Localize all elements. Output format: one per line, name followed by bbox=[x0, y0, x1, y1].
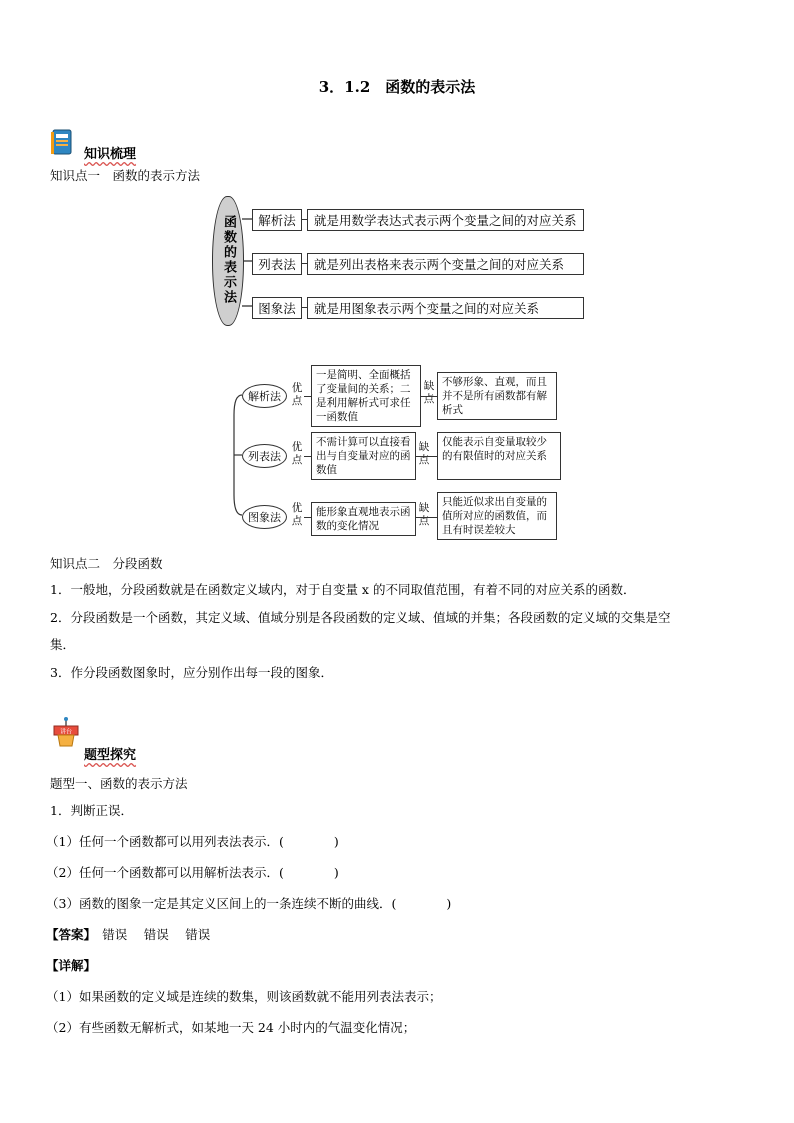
diagram2-pros-label-1: 优点 bbox=[291, 382, 303, 407]
detail-line-1: （1）如果函数的定义域是连续的数集，则该函数就不能用列表法表示； bbox=[46, 989, 442, 1004]
knowledge-point-1-title: 知识点一 函数的表示方法 bbox=[50, 168, 201, 183]
diagram2-label-table: 列表法 bbox=[242, 444, 287, 468]
diagram2-label-analytic: 解析法 bbox=[242, 384, 287, 408]
diagram1-desc-table: 就是列出表格来表示两个变量之间的对应关系 bbox=[307, 253, 584, 275]
diagram2-cons-analytic: 不够形象、直观，而且并不是所有函数都有解析式 bbox=[437, 372, 557, 420]
type1-title: 题型一、函数的表示方法 bbox=[50, 776, 188, 791]
k2-line-2: 2．分段函数是一个函数，其定义域、值域分别是各段函数的定义域、值域的并集；各段函数的定义域的交集是空 bbox=[50, 610, 671, 625]
question-1-item-3: （3）函数的图象一定是其定义区间上的一条连续不断的曲线．( ) bbox=[46, 896, 452, 911]
diagram2-label-graph: 图象法 bbox=[242, 505, 287, 529]
diagram1-label-analytic: 解析法 bbox=[252, 209, 302, 231]
diagram1-center-label: 函数的表示法 bbox=[221, 215, 236, 305]
question-1: 1．判断正误． bbox=[50, 803, 133, 818]
diagram2-pros-graph: 能形象直观地表示函数的变化情况 bbox=[311, 502, 416, 536]
knowledge-point-2-title: 知识点二 分段函数 bbox=[50, 556, 163, 571]
detail-label: 【详解】 bbox=[46, 958, 97, 973]
question-1-item-1: （1）任何一个函数都可以用列表法表示．( ) bbox=[46, 834, 339, 849]
diagram2-cons-graph: 只能近似求出自变量的值所对应的函数值，而且有时误差较大 bbox=[437, 492, 557, 540]
diagram1-label-table: 列表法 bbox=[252, 253, 302, 275]
podium-icon bbox=[50, 716, 82, 748]
podium-icon-text: 讲台 bbox=[59, 728, 73, 736]
diagram2-pros-analytic: 一是简明、全面概括了变量间的关系；二是利用解析式可求任一函数值 bbox=[311, 365, 421, 427]
diagram2-pros-label-3: 优点 bbox=[291, 502, 303, 527]
diagram2-cons-label-1: 缺点 bbox=[423, 380, 435, 405]
section-heading-knowledge: 知识梳理 bbox=[84, 147, 137, 162]
answer-row bbox=[46, 925, 210, 943]
page-title: 3．1.2 函数的表示法 bbox=[318, 78, 476, 96]
diagram2-cons-label-3: 缺点 bbox=[418, 502, 430, 527]
diagram2-cons-table: 仅能表示自变量取较少的有限值时的对应关系 bbox=[437, 432, 561, 480]
k2-line-4: 3．作分段函数图象时，应分别作出每一段的图象． bbox=[50, 665, 333, 680]
diagram2-pros-label-2: 优点 bbox=[291, 441, 303, 466]
k2-line-1: 1．一般地，分段函数就是在函数定义域内，对于自变量 x 的不同取值范围，有着不同的对应关系的函数． bbox=[50, 582, 636, 597]
answer-text: 错误 错误 错误 bbox=[89, 927, 211, 942]
diagram2-cons-label-2: 缺点 bbox=[418, 441, 430, 466]
diagram1-desc-analytic: 就是用数学表达式表示两个变量之间的对应关系 bbox=[307, 209, 584, 231]
diagram1-desc-graph: 就是用图象表示两个变量之间的对应关系 bbox=[307, 297, 584, 319]
k2-line-3: 集． bbox=[50, 637, 76, 652]
diagram1-label-graph: 图象法 bbox=[252, 297, 302, 319]
section-heading-question-types: 题型探究 bbox=[84, 748, 137, 763]
answer-label: 【答案】 bbox=[46, 927, 90, 942]
detail-line-2: （2）有些函数无解析式，如某地一天 24 小时内的气温变化情况； bbox=[46, 1020, 416, 1035]
question-1-item-2: （2）任何一个函数都可以用解析法表示．( ) bbox=[46, 865, 339, 880]
diagram2-pros-table: 不需计算可以直接看出与自变量对应的函数值 bbox=[311, 432, 416, 480]
book-icon bbox=[50, 128, 76, 158]
